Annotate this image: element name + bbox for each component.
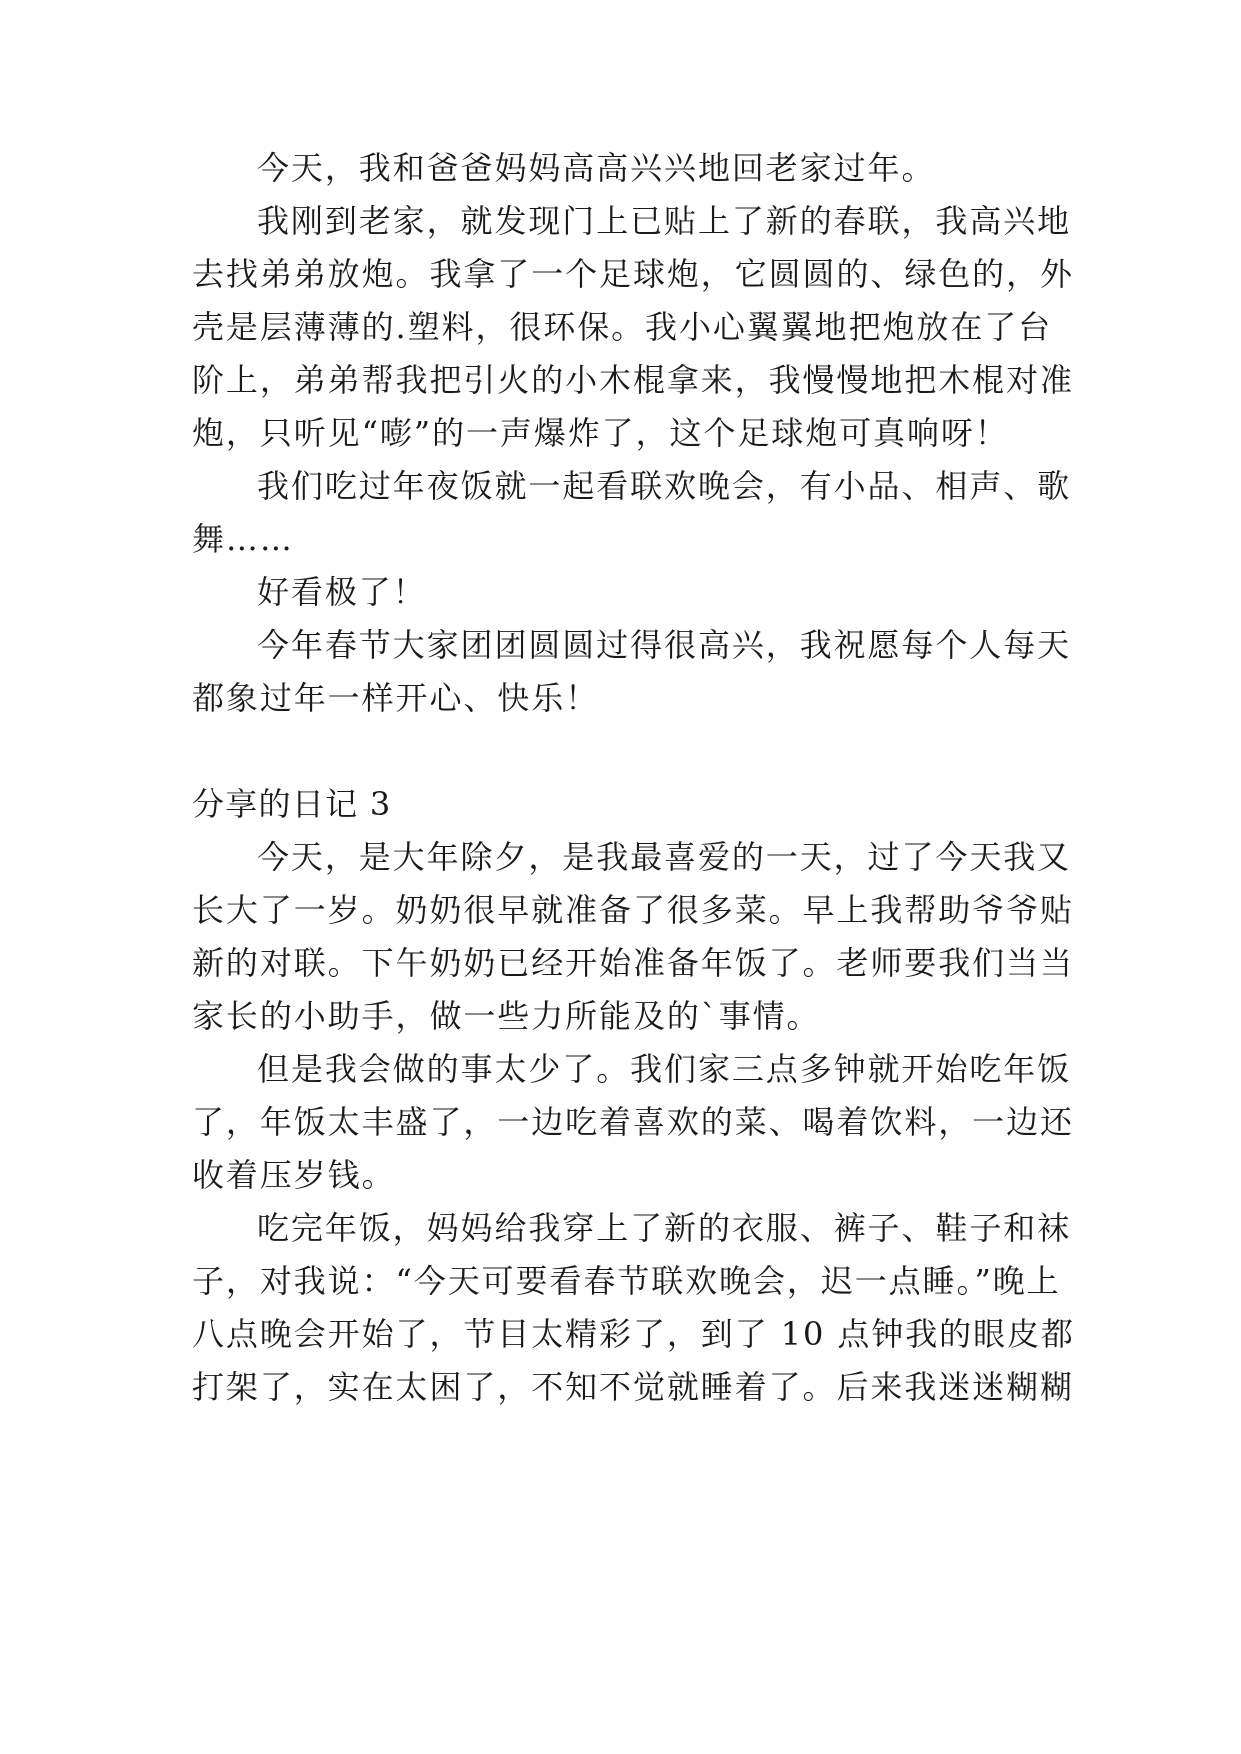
paragraph-line: 我刚到老家，就发现门上已贴上了新的春联，我高兴地 <box>257 202 1072 240</box>
paragraph-line: 炮，只听见“嘭”的一声爆炸了，这个足球炮可真响呀！ <box>192 414 1009 452</box>
paragraph-line: 但是我会做的事太少了。我们家三点多钟就开始吃年饭 <box>257 1050 1072 1088</box>
paragraph-line: 吃完年饭，妈妈给我穿上了新的衣服、裤子、鞋子和袜 <box>257 1209 1072 1247</box>
paragraph-line: 打架了，实在太困了，不知不觉就睡着了。后来我迷迷糊糊 <box>192 1368 1074 1406</box>
paragraph-line: 长大了一岁。奶奶很早就准备了很多菜。早上我帮助爷爷贴 <box>192 891 1074 929</box>
paragraph-line: 我们吃过年夜饭就一起看联欢晚会，有小品、相声、歌 <box>257 467 1072 505</box>
paragraph-line: 家长的小助手，做一些力所能及的`事情。 <box>192 997 821 1035</box>
paragraph-line: 去找弟弟放炮。我拿了一个足球炮，它圆圆的、绿色的，外 <box>192 255 1074 293</box>
paragraph-line: 收着压岁钱。 <box>192 1156 396 1194</box>
paragraph-line: 今年春节大家团团圆圆过得很高兴，我祝愿每个人每天 <box>257 626 1072 664</box>
paragraph-line: 好看极了！ <box>257 573 427 611</box>
paragraph-line: 今天，是大年除夕，是我最喜爱的一天，过了今天我又 <box>257 838 1072 876</box>
paragraph-line: 新的对联。下午奶奶已经开始准备年饭了。老师要我们当当 <box>192 944 1074 982</box>
paragraph-line: 舞…… <box>192 520 294 558</box>
paragraph-line: 子，对我说：“今天可要看春节联欢晚会，迟一点睡。”晚上 <box>192 1262 1061 1300</box>
paragraph-line: 壳是层薄薄的.塑料，很环保。我小心翼翼地把炮放在了台 <box>192 308 1053 346</box>
paragraph-line: 都象过年一样开心、快乐！ <box>192 679 600 717</box>
paragraph-line: 阶上，弟弟帮我把引火的小木棍拿来，我慢慢地把木棍对准 <box>192 361 1074 399</box>
paragraph-line: 今天，我和爸爸妈妈高高兴兴地回老家过年。 <box>257 149 936 187</box>
paragraph-line: 了，年饭太丰盛了，一边吃着喜欢的菜、喝着饮料，一边还 <box>192 1103 1074 1141</box>
section-heading: 分享的日记 3 <box>192 785 392 823</box>
paragraph-line: 八点晚会开始了，节目太精彩了，到了 10 点钟我的眼皮都 <box>192 1315 1075 1353</box>
